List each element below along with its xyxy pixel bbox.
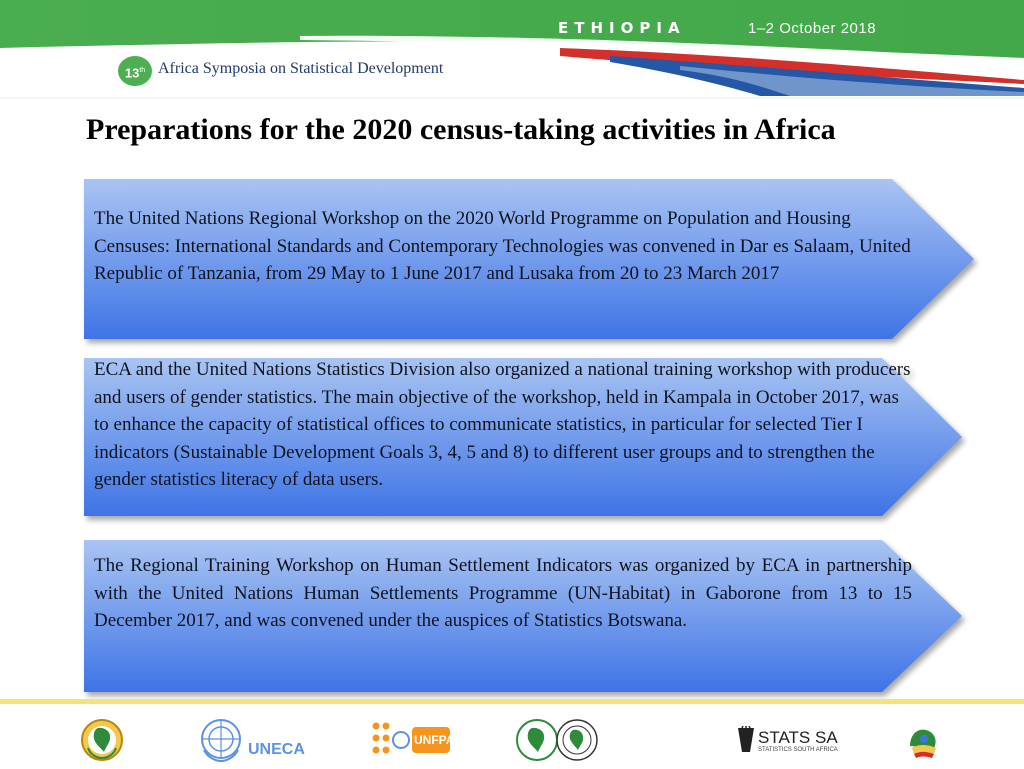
workshop-paragraph: ECA and the United Nations Statistics Division also organized a national training workshop with producers and users of gender statistics. The main objective of the workshop, held in Kampala in October 2017, was to enhance the capacity of statistical offices to communicate statistics, in particular for selected Tier I indicators (Sustainable Development Goals 3, 4, 5 and 8) to different user groups and to strengthen the gender statistics literacy of data users. bbox=[94, 359, 911, 490]
ethiopia-emblem-icon bbox=[904, 720, 944, 765]
workshop-paragraph: The United Nations Regional Workshop on the 2020 World Programme on Population and Housing Censuses: International Standards and Contemporary Technologies was convened in Dar es Salaam, United Republic of Tanzania, from 29 May to 1 June 2017 and Lusaka from 20 to 23 March 2017 bbox=[94, 208, 911, 284]
edition-suffix: th bbox=[139, 67, 146, 74]
info-arrow-box bbox=[84, 540, 962, 692]
banner-graphic bbox=[0, 0, 1024, 100]
unfpa-logo-icon bbox=[370, 720, 410, 761]
stats-sa-subtitle: STATISTICS SOUTH AFRICA bbox=[758, 747, 838, 753]
stats-sa-logo-icon bbox=[736, 726, 756, 759]
uneca-label: UNECA bbox=[248, 741, 305, 758]
country-label: ETHIOPIA bbox=[558, 19, 686, 37]
edition-badge bbox=[118, 56, 152, 86]
unfpa-badge bbox=[412, 727, 455, 753]
page-title: Preparations for the 2020 census-taking activities in Africa bbox=[86, 113, 836, 146]
info-arrow-box bbox=[84, 358, 962, 516]
info-arrow-box bbox=[84, 179, 974, 339]
edition-number: 13 bbox=[124, 65, 140, 81]
footer-divider bbox=[0, 699, 1024, 704]
un-emblem-icon bbox=[198, 716, 244, 767]
event-name: Africa Symposia on Statistical Development bbox=[158, 60, 444, 77]
unfpa-label: UNFPA bbox=[414, 733, 455, 747]
workshop-paragraph: The Regional Training Workshop on Human Settlement Indicators was organized by ECA in partnership with the United Nations Human Settlements Programme (UN-Habitat) in Gaborone from 13 to 15 December 2017, and was convened under the auspices of Statistics Botswana. bbox=[94, 555, 912, 631]
stats-sa-label: STATS SA bbox=[758, 728, 838, 747]
header-banner bbox=[0, 0, 1024, 100]
eca-africa-seal-icon bbox=[516, 716, 598, 769]
au-emblem-icon bbox=[80, 718, 124, 767]
event-dates: 1–2 October 2018 bbox=[748, 20, 877, 37]
